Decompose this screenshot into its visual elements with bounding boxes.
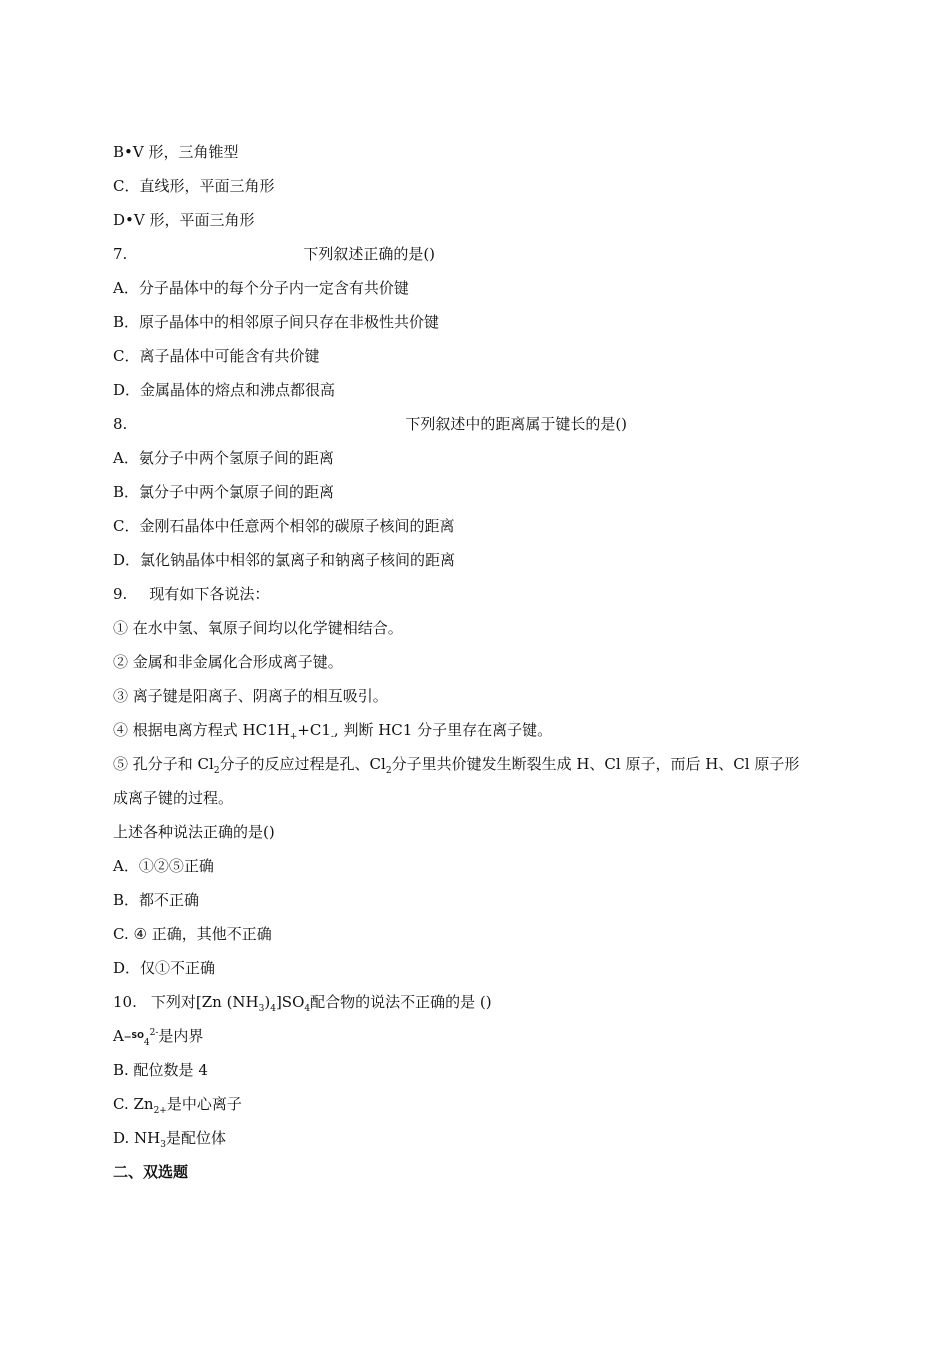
q8-number: 8. <box>113 415 128 433</box>
q9-statement-1: ① 在水中氢、氧原子间均以化学键相结合。 <box>113 619 403 637</box>
q6-option-d: D•V 形，平面三角形 <box>113 211 255 229</box>
section-heading: 二、双选题 <box>113 1163 189 1181</box>
q10-d-post: 是配位体 <box>165 1129 226 1147</box>
q10-stem-sub4: 4 <box>270 1004 276 1014</box>
q10-option-b: B. 配位数是 4 <box>113 1061 208 1079</box>
q9-s4-cl: +C1 <box>297 721 331 739</box>
q10-a-so: SO <box>131 1031 144 1040</box>
q9-s5-sub: 2 <box>213 766 220 776</box>
q9-stem: 现有如下各说法： <box>149 585 270 603</box>
q10-stem-a: 下列对[Zn (NH <box>150 993 259 1011</box>
q9-statement-3: ③ 离子键是阳离子、阴离子的相互吸引。 <box>113 687 388 705</box>
q10-a-sup: 2- <box>149 1028 159 1038</box>
q8-option-d: D．氯化钠晶体中相邻的氯离子和钠离子核间的距离 <box>113 551 456 569</box>
q9-option-c: C. ④ 正确，其他不正确 <box>113 925 272 943</box>
q9-statement-4 <box>113 720 552 740</box>
q9-s5-sub2: 2 <box>385 766 392 776</box>
q9-s4-minus: - <box>330 732 334 742</box>
q9-question <box>113 584 269 604</box>
q10-c-post: 是中心离子 <box>166 1095 242 1113</box>
q9-statement-2: ② 金属和非金属化合形成离子键。 <box>113 653 343 671</box>
q10-d-pre: D. NH <box>113 1129 161 1147</box>
q8-option-b: B．氯分子中两个氯原子间的距离 <box>113 483 335 501</box>
q9-s4-plus: + <box>289 732 298 742</box>
q10-c-sup: 2+ <box>153 1106 167 1116</box>
q10-stem-c: ]SO <box>275 993 305 1011</box>
q10-a-pre: A– <box>113 1027 132 1045</box>
q10-a-sub: 4 <box>143 1038 150 1048</box>
q10-stem-d: 配合物的说法不正确的是 () <box>310 993 492 1011</box>
q7-number: 7. <box>113 245 128 263</box>
q7-option-c: C．离子晶体中可能含有共价键 <box>113 347 320 365</box>
q7-question <box>113 244 435 264</box>
q8-option-a: A．氨分子中两个氢原子间的距离 <box>113 449 334 467</box>
q8-stem: 下列叙述中的距离属于键长的是() <box>405 415 628 433</box>
q6-option-c: C．直线形，平面三角形 <box>113 177 275 195</box>
q10-stem-sub4b: 4 <box>304 1004 311 1014</box>
q9-s4-pre: ④ 根据电离方程式 HC1 <box>113 721 277 739</box>
q7-stem: 下列叙述正确的是() <box>303 245 436 263</box>
q9-s4-h: H <box>276 721 290 739</box>
q9-s5-a: ⑤ 孔分子和 Cl <box>113 755 214 773</box>
q9-option-b: B．都不正确 <box>113 891 200 909</box>
q8-option-c: C．金刚石晶体中任意两个相邻的碳原子核间的距离 <box>113 517 455 535</box>
q10-d-sub: 3 <box>160 1140 166 1150</box>
q9-statement-5-continued: 成离子键的过程。 <box>113 789 234 807</box>
q9-number: 9. <box>113 585 128 603</box>
q9-s5-b: 分子的反应过程是孔、Cl <box>219 755 386 773</box>
q10-stem-b: ) <box>264 993 271 1011</box>
q9-option-d: D．仅①不正确 <box>113 959 216 977</box>
q9-option-a: A．①②⑤正确 <box>113 857 214 875</box>
q10-question <box>113 992 492 1012</box>
q9-s4-post: , 判断 HC1 分子里存在离子键。 <box>333 721 553 739</box>
q9-s5-c: 分子里共价键发生断裂生成 H、Cl 原子，而后 H、Cl 原子形 <box>391 755 800 773</box>
q10-option-a <box>113 1026 203 1049</box>
q7-option-a: A．分子晶体中的每个分子内一定含有共价键 <box>113 279 409 297</box>
q7-option-d: D．金属晶体的熔点和沸点都很高 <box>113 381 336 399</box>
q9-ask: 上述各种说法正确的是() <box>113 823 275 841</box>
q10-c-pre: C. Zn <box>113 1095 154 1113</box>
q9-statement-5 <box>113 754 799 774</box>
q8-question <box>113 414 627 434</box>
q10-a-post: 是内界 <box>158 1027 204 1045</box>
q10-number: 10. <box>113 993 137 1011</box>
q6-option-b: B•V 形，三角锥型 <box>113 143 239 161</box>
q10-stem-sub3: 3 <box>258 1004 265 1014</box>
q10-option-c <box>113 1094 242 1114</box>
q10-option-d <box>113 1128 226 1148</box>
q7-option-b: B．原子晶体中的相邻原子间只存在非极性共价键 <box>113 313 440 331</box>
